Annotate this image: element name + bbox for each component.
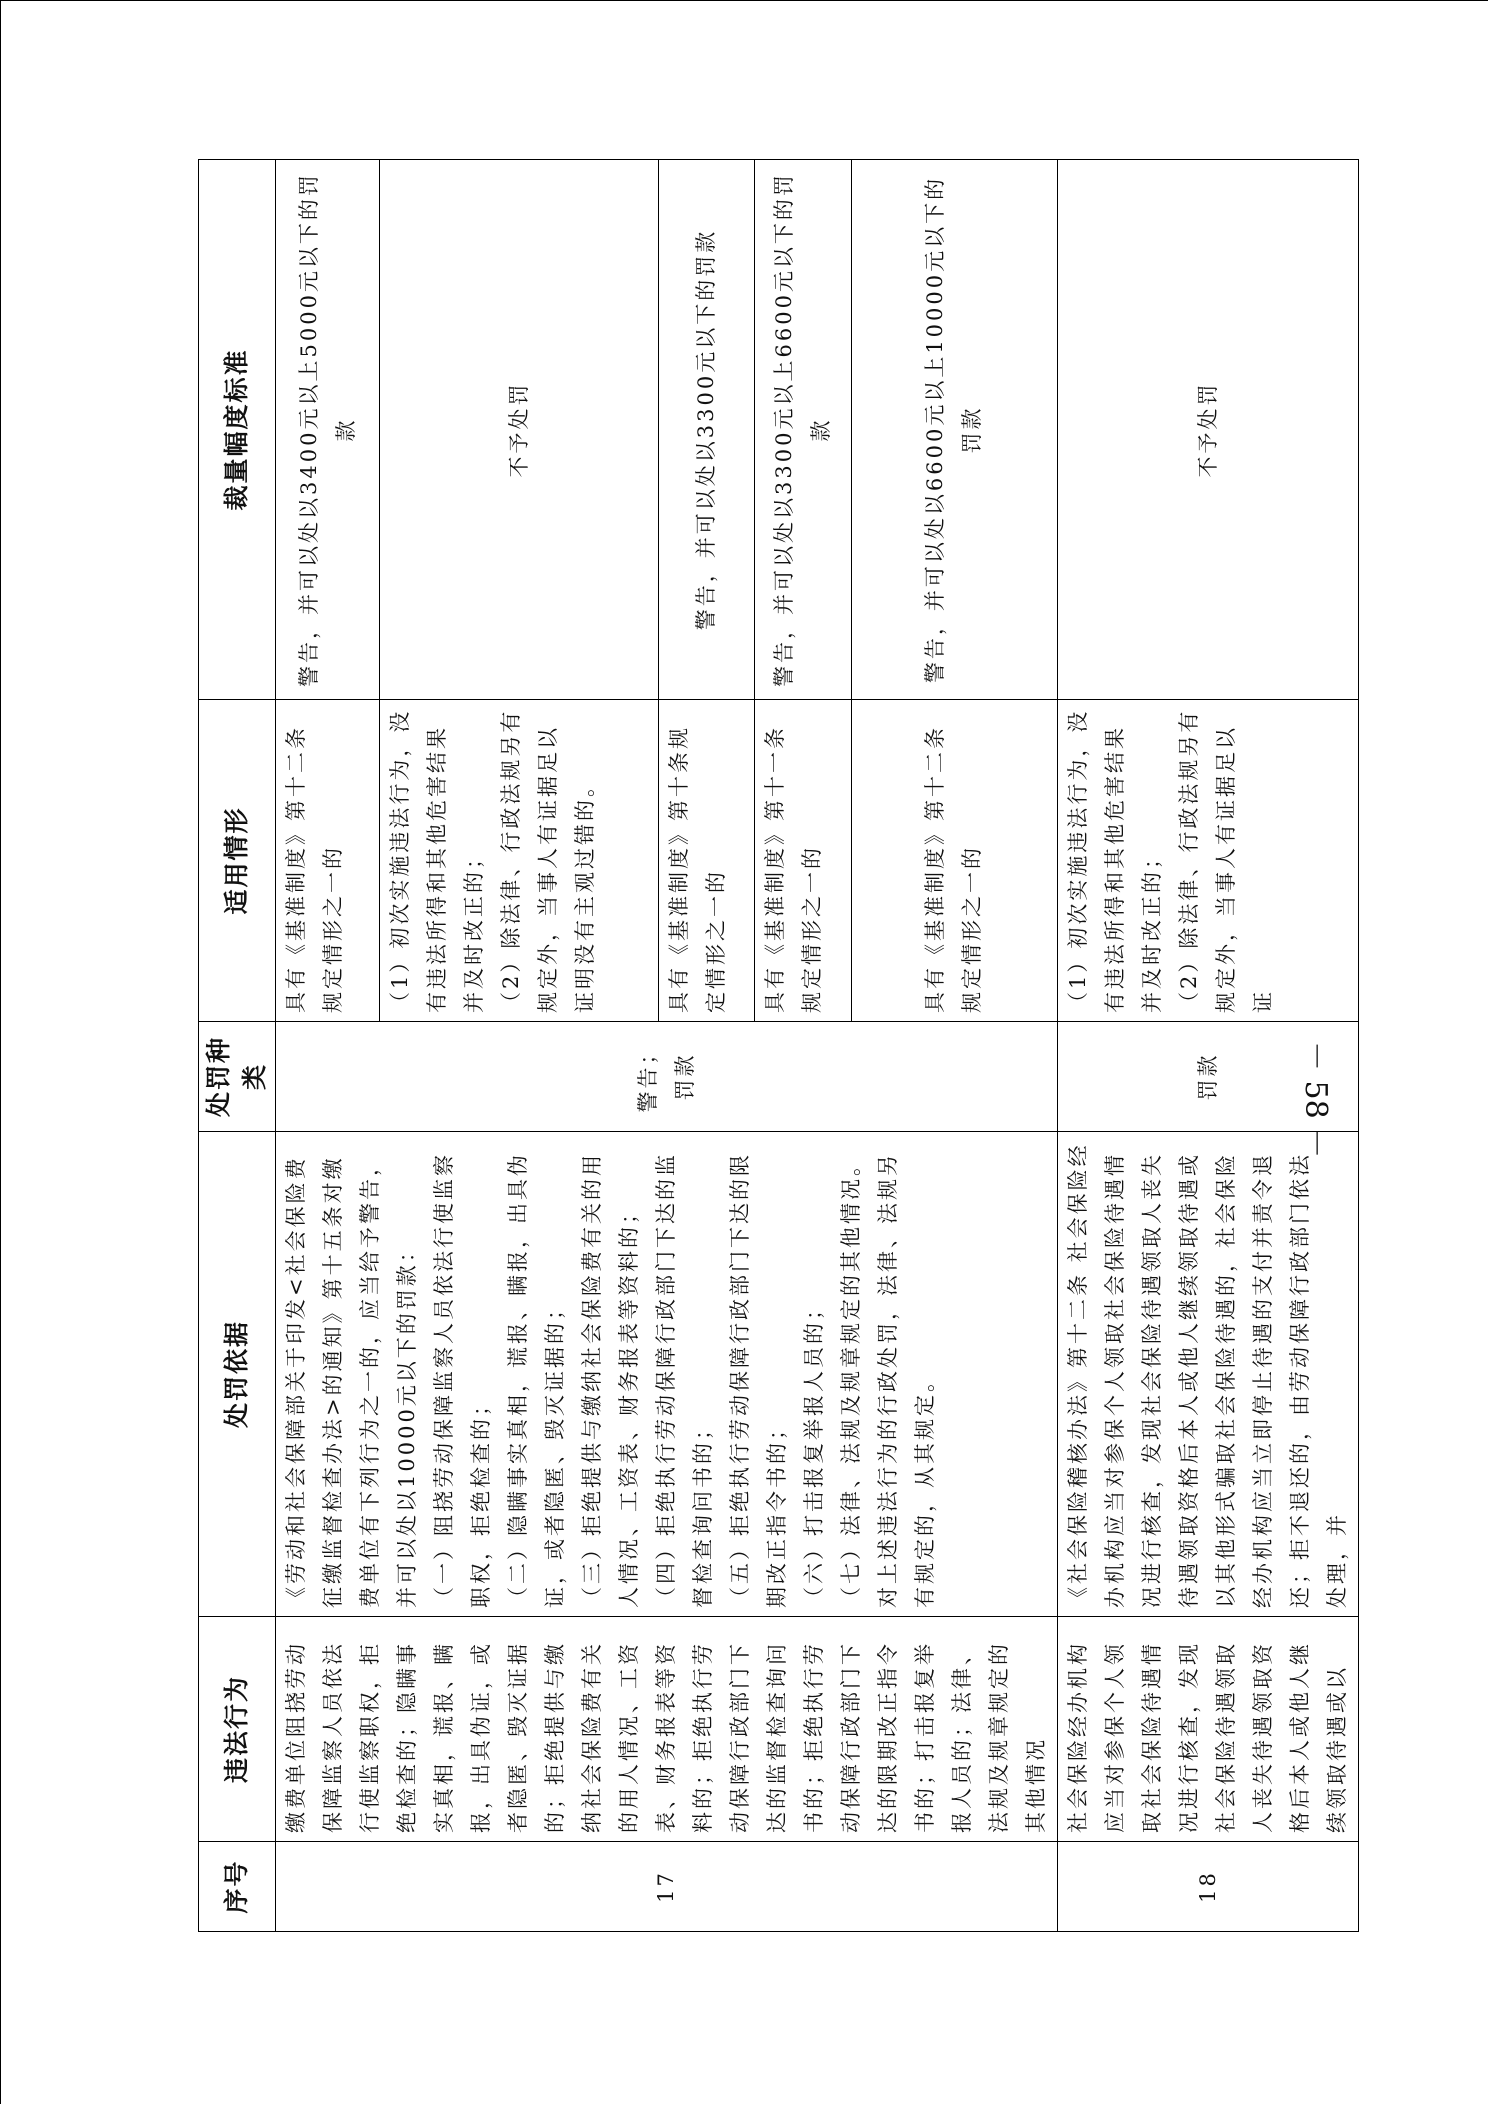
row-17-standard-2: 不予处罚 <box>380 160 659 700</box>
row-17-situation-3: 具有《基准制度》第十条规定情形之一的 <box>659 700 755 1022</box>
row-18-situation: （1）初次实施违法行为，没有违法所得和其他危害结果并及时改正的； （2）除法律、行政法规另有规定外，当事人有证据足以证 <box>1058 700 1359 1022</box>
row-18-seq: 18 <box>1058 1842 1359 1932</box>
row-18-standard: 不予处罚 <box>1058 160 1359 700</box>
page-number: － 58 － <box>1298 1041 1333 1159</box>
header-seq: 序号 <box>199 1842 276 1932</box>
table-row <box>276 160 380 1932</box>
header-situation: 适用情形 <box>199 700 276 1022</box>
row-17-standard-4: 警告，并可以处以3300元以上6600元以下的罚款 <box>754 160 851 700</box>
row-18-behavior: 社会保险经办机构应当对参保个人领取社会保险待遇情况进行核查，发现社会保险待遇领取人丧失待遇领取资格后本人或他人继续领取待遇或以 <box>1058 1617 1359 1842</box>
row-17-situation-5: 具有《基准制度》第十二条规定情形之一的 <box>851 700 1057 1022</box>
row-18-basis: 《社会保险稽核办法》第十二条 社会保险经办机构应当对参保个人领取社会保险待遇情况进行核查，发现社会保险待遇领取人丧失待遇领取资格后本人或他人继续领取待遇或以其他形式骗取社会保险待遇的，社会保险经办机构应当立即停止待遇的支付并责令退还；拒不退还的，由劳动保障行政部门依法处理，并 <box>1058 1132 1359 1617</box>
row-17-standard-3: 警告，并可以处以3300元以下的罚款 <box>659 160 755 700</box>
row-17-type: 警告；罚款 <box>276 1022 1058 1132</box>
row-17-seq: 17 <box>276 1842 1058 1932</box>
row-17-situation-2: （1）初次实施违法行为，没有违法所得和其他危害结果并及时改正的； （2）除法律、行政法规另有规定外，当事人有证据足以证明没有主观过错的。 <box>380 700 659 1022</box>
row-17-situation-1: 具有《基准制度》第十二条规定情形之一的 <box>276 700 380 1022</box>
row-17-behavior: 缴费单位阻挠劳动保障监察人员依法行使监察职权，拒绝检查的；隐瞒事实真相，谎报、瞒报，出具伪证，或者隐匿、毁灭证据的；拒绝提供与缴纳社会保险费有关的用人情况、工资表、财务报表等资料的；拒绝执行劳动保障行政部门下达的监督检查询问书的；拒绝执行劳动保障行政部门下达的限期改正指令书的；打击报复举报人员的；法律、法规及规章规定的其他情况 <box>276 1617 1058 1842</box>
row-18-type: 罚款 <box>1058 1022 1359 1132</box>
header-type: 处罚种类 <box>199 1022 276 1132</box>
row-17-standard-1: 警告，并可以处以3400元以上5000元以下的罚款 <box>276 160 380 700</box>
header-basis: 处罚依据 <box>199 1132 276 1617</box>
penalty-table <box>198 159 1359 1932</box>
row-17-situation-4: 具有《基准制度》第十一条规定情形之一的 <box>754 700 851 1022</box>
row-17-basis: 《劳动和社会保障部关于印发<社会保险费征缴监督检查办法>的通知》第十五条对缴费单位有下列行为之一的，应当给予警告，并可以处以10000元以下的罚款： （一）阻挠劳动保障监察人员依法行使监察职权，拒绝检查的； （二）隐瞒事实真相，谎报、瞒报，出具伪证，或者隐匿、毁灭证据的； （三）拒绝提供与缴纳社会保险费有关的用人情况、工资表、财务报表等资料的； （四）拒绝执行劳动保障行政部门下达的监督检查询问书的； （五）拒绝执行劳动保障行政部门下达的限期改正指令书的； （六）打击报复举报人员的； （七）法律、法规及规章规定的其他情况。 对上述违法行为的行政处罚，法律、法规另有规定的，从其规定。 <box>276 1132 1058 1617</box>
header-row <box>199 160 276 1932</box>
page-frame-left <box>0 0 1 2104</box>
header-behavior: 违法行为 <box>199 1617 276 1842</box>
page-frame-top <box>0 0 1488 1</box>
header-standard: 裁量幅度标准 <box>199 160 276 700</box>
row-17-standard-5: 警告，并可以处以6600元以上10000元以下的罚款 <box>851 160 1057 700</box>
